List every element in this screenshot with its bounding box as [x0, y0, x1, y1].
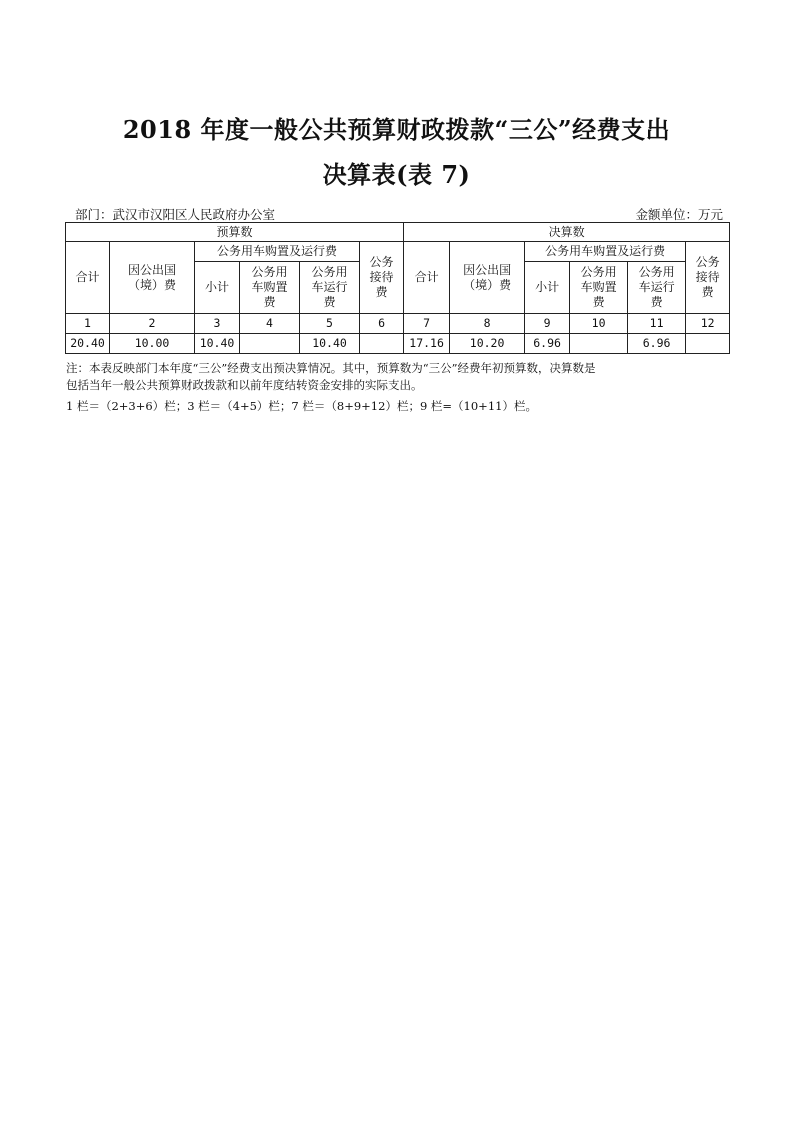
- final-purchase-header: [570, 262, 628, 314]
- note-line2: 包括当年一般公共预算财政拨款和以前年度结转资金安排的实际支出。: [66, 378, 423, 392]
- purchase-header-line1: 公务用: [251, 265, 288, 279]
- operation-header-line3: 费: [323, 295, 336, 309]
- operation-header-line1: 公务用: [638, 265, 675, 279]
- reception-header-line3: 费: [701, 285, 714, 299]
- final-operation-value: 6.96: [628, 334, 686, 354]
- final-header: 决算数: [404, 223, 730, 242]
- final-abroad-header: [450, 242, 525, 314]
- note-line1: 注：本表反映部门本年度“三公”经费支出预决算情况。其中，预算数为“三公”经费年初预算数，决算数是: [66, 361, 596, 375]
- column-number: 6: [360, 314, 404, 334]
- department-label: 部门：武汉市汉阳区人民政府办公室: [75, 207, 276, 222]
- table-group-header-row: [66, 223, 730, 242]
- operation-header-line2: 车运行: [311, 280, 348, 294]
- abroad-header-line1: 因公出国: [463, 262, 512, 277]
- unit-label: 金额单位：万元: [635, 207, 723, 222]
- operation-header-line3: 费: [650, 295, 663, 309]
- operation-header-line2: 车运行: [638, 280, 675, 294]
- budget-abroad-header: [110, 242, 195, 314]
- final-subtotal-value: 6.96: [525, 334, 570, 354]
- column-number: 12: [686, 314, 730, 334]
- column-number: 8: [450, 314, 525, 334]
- budget-total-value: 20.40: [66, 334, 110, 354]
- purchase-header-line2: 车购置: [251, 280, 288, 294]
- final-reception-header: [686, 242, 730, 314]
- purchase-header-line1: 公务用: [580, 265, 617, 279]
- budget-header: 预算数: [66, 223, 404, 242]
- abroad-header-line2: （境）费: [463, 277, 512, 292]
- abroad-header-line2: （境）费: [127, 277, 176, 292]
- reception-header-line1: 公务: [369, 255, 394, 269]
- column-number-row: [66, 314, 730, 334]
- table-notes: [66, 360, 726, 415]
- reception-header-line3: 费: [375, 285, 388, 299]
- budget-purchase-value: [240, 334, 300, 354]
- column-number: 10: [570, 314, 628, 334]
- column-number: 7: [404, 314, 450, 334]
- final-operation-header: [628, 262, 686, 314]
- document-title-line1: 2018 年度一般公共预算财政拨款“三公”经费支出: [122, 115, 671, 144]
- column-number: 5: [300, 314, 360, 334]
- budget-subtotal-value: 10.40: [195, 334, 240, 354]
- formula-note: 1 栏＝（2+3+6）栏；3 栏＝（4+5）栏；7 栏＝（8+9+12）栏；9 栏=（10+11）栏。: [66, 399, 537, 413]
- purchase-header-line2: 车购置: [580, 280, 617, 294]
- final-abroad-value: 10.20: [450, 334, 525, 354]
- budget-reception-header: [360, 242, 404, 314]
- final-purchase-value: [570, 334, 628, 354]
- column-number: 1: [66, 314, 110, 334]
- purchase-header-line3: 费: [263, 295, 276, 309]
- document-meta: [75, 205, 723, 221]
- reception-header-line2: 接待: [695, 270, 720, 284]
- document-title-line2: 决算表(表 7): [322, 160, 471, 189]
- budget-abroad-value: 10.00: [110, 334, 195, 354]
- budget-total-header: 合计: [66, 242, 110, 314]
- column-number: 9: [525, 314, 570, 334]
- three-public-expenses-table: [65, 222, 730, 354]
- column-number: 3: [195, 314, 240, 334]
- budget-operation-value: 10.40: [300, 334, 360, 354]
- final-total-value: 17.16: [404, 334, 450, 354]
- purchase-header-line3: 费: [592, 295, 605, 309]
- column-number: 4: [240, 314, 300, 334]
- column-number: 2: [110, 314, 195, 334]
- operation-header-line1: 公务用: [311, 265, 348, 279]
- budget-vehicle-group-header: 公务用车购置及运行费: [195, 242, 360, 262]
- final-total-header: 合计: [404, 242, 450, 314]
- budget-purchase-header: [240, 262, 300, 314]
- column-number: 11: [628, 314, 686, 334]
- reception-header-line1: 公务: [695, 255, 720, 269]
- budget-subtotal-header: 小计: [195, 262, 240, 314]
- table-row: [66, 334, 730, 354]
- final-reception-value: [686, 334, 730, 354]
- final-subtotal-header: 小计: [525, 262, 570, 314]
- abroad-header-line1: 因公出国: [127, 262, 176, 277]
- budget-operation-header: [300, 262, 360, 314]
- final-vehicle-group-header: 公务用车购置及运行费: [525, 242, 686, 262]
- budget-reception-value: [360, 334, 404, 354]
- table-header-row-1: [66, 242, 730, 262]
- reception-header-line2: 接待: [369, 270, 394, 284]
